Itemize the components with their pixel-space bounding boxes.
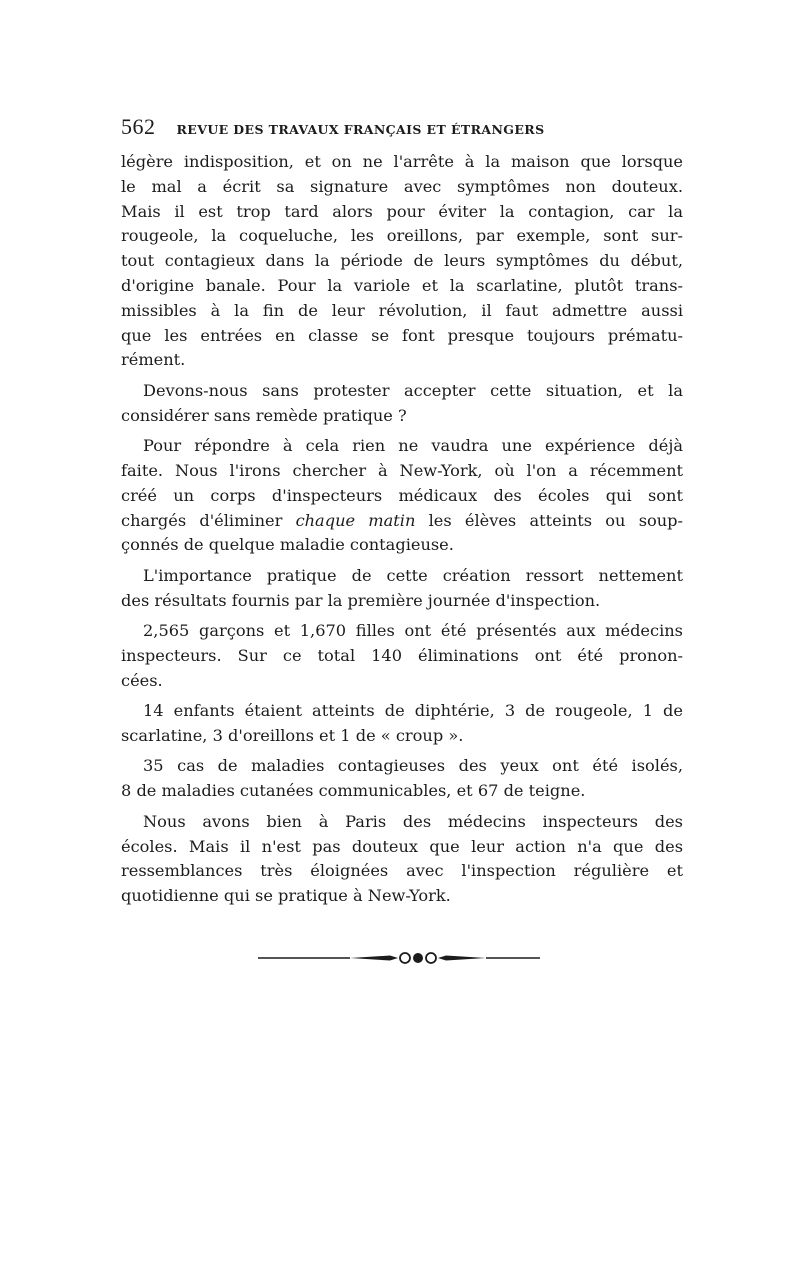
text-line: L'importance pratique de cette création ressort nettement xyxy=(143,565,683,585)
text-run: les élèves atteints ou soup- xyxy=(415,510,683,530)
text-line: Pour répondre à cela rien ne vaudra une expérience déjà xyxy=(143,436,683,456)
text-line: d'origine banale. Pour la variole et la scarlatine, plutôt trans- xyxy=(121,275,683,295)
end-of-article-rule-ornament-icon xyxy=(258,944,540,972)
text-line: quotidienne qui se pratique à New-York. xyxy=(121,886,451,906)
text-line: que les entrées en classe se font presque toujours prématu- xyxy=(121,325,683,345)
running-title: REVUE DES TRAVAUX FRANÇAIS ET ÉTRANGERS xyxy=(176,122,545,137)
paragraph xyxy=(121,564,683,614)
text-line: cées. xyxy=(121,670,163,690)
paragraph xyxy=(121,379,683,429)
text-line: 2,565 garçons et 1,670 filles ont été présentés aux médecins xyxy=(143,621,683,641)
text-line: des résultats fournis par la première journée d'inspection. xyxy=(121,590,601,610)
text-line: inspecteurs. Sur ce total 140 éliminations ont été pronon- xyxy=(121,645,683,665)
text-line: écoles. Mais il n'est pas douteux que leur action n'a que des xyxy=(121,836,683,856)
paragraph xyxy=(121,699,683,749)
text-line: le mal a écrit sa signature avec symptômes non douteux. xyxy=(121,176,683,196)
text-line: Mais il est trop tard alors pour éviter la contagion, car la xyxy=(121,201,683,221)
text-line: ressemblances très éloignées avec l'inspection régulière et xyxy=(121,861,683,881)
text-line: Nous avons bien à Paris des médecins inspecteurs des xyxy=(143,811,683,831)
paragraph xyxy=(121,150,683,373)
text-line: missibles à la fin de leur révolution, il faut admettre aussi xyxy=(121,300,683,320)
text-line: scarlatine, 3 d'oreillons et 1 de « croup ». xyxy=(121,725,464,745)
running-header xyxy=(121,114,681,142)
text-line: Devons-nous sans protester accepter cette situation, et la xyxy=(143,380,683,400)
text-line: tout contagieux dans la période de leurs symptômes du début, xyxy=(121,251,683,271)
paragraph xyxy=(121,619,683,693)
text-line: rément. xyxy=(121,350,186,370)
text-line: créé un corps d'inspecteurs médicaux des écoles qui sont xyxy=(121,485,683,505)
text-line: faite. Nous l'irons chercher à New-York, où l'on a récemment xyxy=(121,460,683,480)
paragraph xyxy=(121,810,683,909)
text-line: légère indisposition, et on ne l'arrête à la maison que lorsque xyxy=(121,152,683,171)
emphasis-text: chaque matin xyxy=(295,510,416,530)
text-line xyxy=(121,509,683,534)
text-line: rougeole, la coqueluche, les oreillons, par exemple, sont sur- xyxy=(121,226,683,246)
text-run: chargés d'éliminer xyxy=(121,510,296,530)
text-line: 35 cas de maladies contagieuses des yeux ont été isolés, xyxy=(143,756,683,776)
article-body xyxy=(121,150,683,915)
text-line: 14 enfants étaient atteints de diphtérie, 3 de rougeole, 1 de xyxy=(143,701,683,721)
text-line: 8 de maladies cutanées communicables, et 67 de teigne. xyxy=(121,781,586,801)
text-line: çonnés de quelque maladie contagieuse. xyxy=(121,535,454,555)
paragraph xyxy=(121,434,683,558)
page-number: 562 xyxy=(121,114,156,139)
text-line: considérer sans remède pratique ? xyxy=(121,405,407,425)
paragraph xyxy=(121,754,683,804)
